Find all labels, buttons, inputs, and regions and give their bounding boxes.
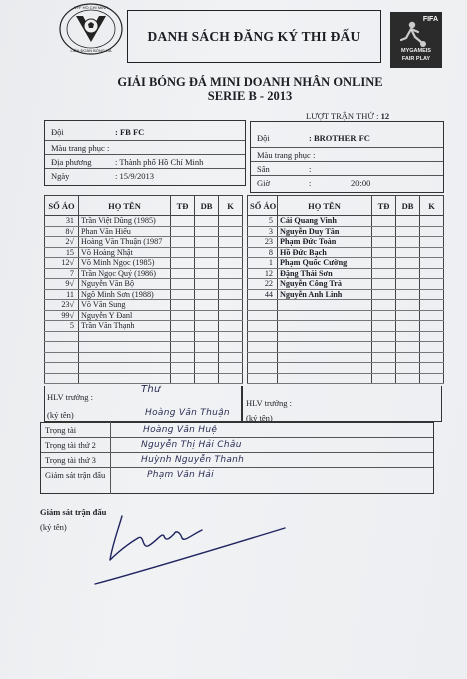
player-number-value: 2 <box>65 237 70 247</box>
col-td: TĐ <box>171 196 195 216</box>
cell-td <box>171 258 195 269</box>
cell-db <box>195 352 219 363</box>
player-number <box>248 289 278 300</box>
player-number-value: 1 <box>268 258 273 268</box>
cell-td <box>171 216 195 227</box>
check-mark: √ <box>69 237 74 247</box>
player-number <box>248 352 278 363</box>
team-a-date-label: Ngày <box>51 171 70 181</box>
team-a-locale: : Thành phố Hồ Chí Minh <box>115 157 204 167</box>
player-number <box>248 226 278 237</box>
player-number-value: 99 <box>61 310 70 320</box>
team-b-info <box>250 121 444 193</box>
cell-db <box>396 226 420 237</box>
player-name: Nguyễn Y Đanl <box>79 310 171 321</box>
coach-a-sign-label: (ký tên) <box>47 410 74 420</box>
player-number-value: 5 <box>268 216 273 226</box>
player-number-value: 3 <box>268 226 273 236</box>
player-number <box>248 363 278 374</box>
table-row <box>248 279 444 290</box>
player-name: Võ Văn Sung <box>79 300 171 311</box>
col-number: SỐ ÁO <box>45 196 79 216</box>
table-row <box>45 289 243 300</box>
cell-td <box>171 247 195 258</box>
team-b-uniform-label: Màu trang phục : <box>257 150 316 160</box>
player-name <box>79 373 171 384</box>
player-name <box>278 342 372 353</box>
cell-td <box>171 352 195 363</box>
cell-k <box>219 310 243 321</box>
cell-k <box>420 258 444 269</box>
referee-1-label: Trọng tài <box>41 423 111 438</box>
cell-db <box>396 331 420 342</box>
cell-db <box>195 258 219 269</box>
table-row <box>45 373 243 384</box>
player-number-value: 22 <box>264 279 273 289</box>
player-number-value: 12 <box>61 258 70 268</box>
team-b-label: Đội <box>257 133 270 143</box>
col-db: DB <box>195 196 219 216</box>
player-number-value: 8 <box>65 226 70 236</box>
team-b-venue-label: Sân <box>257 164 270 174</box>
cell-db <box>396 342 420 353</box>
cell-k <box>219 300 243 311</box>
team-b-time-colon: : <box>309 178 312 188</box>
cell-k <box>219 352 243 363</box>
table-row <box>248 289 444 300</box>
player-number <box>45 310 79 321</box>
player-number <box>45 289 79 300</box>
player-number-value: 23 <box>61 300 70 310</box>
cell-k <box>219 216 243 227</box>
player-number-value: 7 <box>69 268 74 278</box>
cell-db <box>195 363 219 374</box>
player-name: Phạm Quốc Cường <box>278 258 372 269</box>
player-name: Võ Hoàng Nhật <box>79 247 171 258</box>
cell-td <box>372 331 396 342</box>
table-row <box>45 342 243 353</box>
serie-name: SERIE B - 2013 <box>207 89 293 103</box>
page-title: DANH SÁCH ĐĂNG KÝ THI ĐẤU <box>127 10 381 63</box>
team-a-coach <box>44 386 242 422</box>
referee-divider <box>110 422 111 494</box>
cell-td <box>372 352 396 363</box>
cell-td <box>372 321 396 332</box>
table-row <box>45 226 243 237</box>
cell-db <box>396 373 420 384</box>
player-number-value: 12 <box>264 268 273 278</box>
cell-td <box>171 363 195 374</box>
cell-td <box>372 289 396 300</box>
player-number <box>248 310 278 321</box>
table-row <box>248 331 444 342</box>
referee-3-name: Huỳnh Nguyễn Thanh <box>141 455 245 465</box>
cell-db <box>195 216 219 227</box>
cell-k <box>420 237 444 248</box>
player-number <box>45 363 79 374</box>
round-label: LƯỢT TRẬN THỨ : <box>306 111 379 121</box>
player-name: Phan Văn Hiếu <box>79 226 171 237</box>
player-number <box>248 342 278 353</box>
cell-k <box>420 279 444 290</box>
player-name <box>278 352 372 363</box>
cell-td <box>372 300 396 311</box>
team-b-players-table <box>247 195 444 384</box>
player-number <box>45 321 79 332</box>
cell-td <box>171 300 195 311</box>
team-b-venue: : <box>309 164 312 174</box>
player-name: Đặng Thái Sơn <box>278 268 372 279</box>
table-row <box>248 226 444 237</box>
cell-td <box>372 226 396 237</box>
table-row <box>248 300 444 311</box>
cell-td <box>171 310 195 321</box>
cell-k <box>420 373 444 384</box>
cell-k <box>219 237 243 248</box>
cell-k <box>420 331 444 342</box>
cell-db <box>396 321 420 332</box>
player-name: Hoàng Văn Thuận (1987 <box>79 237 171 248</box>
cell-k <box>219 247 243 258</box>
cell-db <box>195 268 219 279</box>
player-number <box>45 247 79 258</box>
table-row <box>248 321 444 332</box>
cell-k <box>420 226 444 237</box>
check-mark: √ <box>69 258 74 268</box>
player-number <box>45 216 79 227</box>
player-number <box>248 331 278 342</box>
player-name: Trần Việt Dũng (1985) <box>79 216 171 227</box>
team-a-info <box>44 120 246 186</box>
player-number <box>248 247 278 258</box>
table-row <box>248 342 444 353</box>
player-name: Võ Minh Ngọc (1985) <box>79 258 171 269</box>
coach-a-signature-name: Hoàng Văn Thuận <box>145 408 230 418</box>
cell-db <box>195 247 219 258</box>
cell-k <box>420 342 444 353</box>
player-name: Hồ Đức Bạch <box>278 247 372 258</box>
coach-a-signature: Thư <box>141 384 161 395</box>
player-number <box>45 258 79 269</box>
cell-k <box>219 268 243 279</box>
logo-line-2: FAIR PLAY <box>401 56 431 62</box>
cell-db <box>195 279 219 290</box>
cell-k <box>420 310 444 321</box>
team-a-date: : 15/9/2013 <box>115 171 154 181</box>
cell-td <box>171 226 195 237</box>
table-row <box>248 373 444 384</box>
cell-db <box>396 289 420 300</box>
player-name: Trần Ngọc Quý (1986) <box>79 268 171 279</box>
table-row <box>248 258 444 269</box>
coach-a-label: HLV trưởng : <box>47 392 93 402</box>
player-name <box>79 331 171 342</box>
table-row <box>45 321 243 332</box>
fifa-text: FIFA <box>422 16 438 23</box>
player-number <box>45 300 79 311</box>
cell-k <box>219 258 243 269</box>
player-number <box>45 279 79 290</box>
supervisor-row-name: Phạm Văn Hải <box>147 470 214 480</box>
col-td: TĐ <box>372 196 396 216</box>
player-name: Nguyễn Anh Linh <box>278 289 372 300</box>
cell-td <box>372 268 396 279</box>
supervisor-label: Giám sát trận đấu <box>40 507 107 517</box>
cell-k <box>219 363 243 374</box>
cell-td <box>372 258 396 269</box>
player-number <box>248 300 278 311</box>
cell-db <box>396 310 420 321</box>
cell-db <box>195 321 219 332</box>
cell-td <box>171 268 195 279</box>
team-a-label: Đội <box>51 127 64 137</box>
cell-td <box>171 331 195 342</box>
logo-line-1: MYGAMEIS <box>401 48 431 54</box>
team-b-coach <box>242 386 442 422</box>
cell-db <box>195 310 219 321</box>
player-name: Nguyễn Văn Bộ <box>79 279 171 290</box>
round-value: 12 <box>380 111 390 121</box>
team-a-name: : FB FC <box>115 127 145 137</box>
supervisor-row-label: Giám sát trận đấu <box>45 470 106 480</box>
player-number <box>248 321 278 332</box>
player-name: Ngô Minh Sơn (1988) <box>79 289 171 300</box>
player-name: Cái Quang Vinh <box>278 216 372 227</box>
cell-db <box>396 247 420 258</box>
team-b-time-label: Giờ <box>257 178 270 188</box>
cell-td <box>171 321 195 332</box>
table-row <box>45 352 243 363</box>
player-number <box>248 373 278 384</box>
team-a-locale-label: Địa phương <box>51 157 92 167</box>
team-b-time: 20:00 <box>351 178 371 188</box>
cell-k <box>420 321 444 332</box>
cell-db <box>396 258 420 269</box>
player-name <box>278 373 372 384</box>
coach-b-sign-label: (ký tên) <box>246 413 273 423</box>
cell-k <box>420 289 444 300</box>
supervisor-sign-label: (ký tên) <box>40 522 67 532</box>
player-name <box>79 342 171 353</box>
svg-text:VFF HỒ CHÍ MINH: VFF HỒ CHÍ MINH <box>74 5 108 10</box>
table-row <box>45 310 243 321</box>
player-number-value: 9 <box>65 279 70 289</box>
player-name <box>278 363 372 374</box>
cell-td <box>372 342 396 353</box>
player-number-value: 11 <box>66 289 74 299</box>
player-name <box>278 310 372 321</box>
cell-k <box>219 289 243 300</box>
referee-1-name: Hoàng Văn Huệ <box>143 425 218 435</box>
table-row <box>248 363 444 374</box>
table-row <box>248 237 444 248</box>
referee-2-name: Nguyễn Thị Hải Châu <box>141 440 242 450</box>
player-number <box>45 237 79 248</box>
table-row <box>248 247 444 258</box>
cell-db <box>396 300 420 311</box>
cell-k <box>420 352 444 363</box>
table-row <box>45 237 243 248</box>
player-number <box>45 268 79 279</box>
cell-td <box>372 247 396 258</box>
referees-box <box>40 422 434 494</box>
col-name: HỌ TÊN <box>278 196 372 216</box>
player-number-value: 23 <box>264 237 273 247</box>
cell-k <box>219 373 243 384</box>
cell-k <box>420 363 444 374</box>
cell-db <box>195 331 219 342</box>
player-name <box>278 300 372 311</box>
player-name <box>278 321 372 332</box>
col-db: DB <box>396 196 420 216</box>
cell-db <box>396 237 420 248</box>
player-silhouette-icon <box>398 20 428 48</box>
cell-db <box>396 268 420 279</box>
cell-db <box>195 373 219 384</box>
col-name: HỌ TÊN <box>79 196 171 216</box>
table-row <box>45 279 243 290</box>
cell-td <box>372 237 396 248</box>
cell-db <box>396 363 420 374</box>
player-name: Phạm Đức Toàn <box>278 237 372 248</box>
cell-k <box>219 331 243 342</box>
table-row <box>45 331 243 342</box>
player-number-value: 44 <box>264 289 273 299</box>
coach-b-label: HLV trưởng : <box>246 398 292 408</box>
check-mark: √ <box>69 300 74 310</box>
player-number <box>45 352 79 363</box>
cell-td <box>171 373 195 384</box>
cell-k <box>420 216 444 227</box>
col-number: SỐ ÁO <box>248 196 278 216</box>
table-row <box>248 352 444 363</box>
check-mark: √ <box>69 310 74 320</box>
table-row <box>45 363 243 374</box>
cell-td <box>171 279 195 290</box>
cell-td <box>171 237 195 248</box>
fifa-fair-play-logo <box>390 12 442 68</box>
team-a-uniform-label: Màu trang phục : <box>51 143 110 153</box>
cell-k <box>420 300 444 311</box>
team-b-name: : BROTHER FC <box>309 133 370 143</box>
team-a-players-table <box>44 195 243 384</box>
player-number <box>248 268 278 279</box>
referee-3-label: Trọng tài thứ 3 <box>41 453 111 468</box>
player-name: Trần Văn Thạnh <box>79 321 171 332</box>
cell-db <box>195 342 219 353</box>
table-row <box>45 268 243 279</box>
cell-td <box>372 373 396 384</box>
table-row <box>45 216 243 227</box>
cell-td <box>372 216 396 227</box>
player-number <box>45 373 79 384</box>
svg-text:LIÊN ĐOÀN BÓNG ĐÁ: LIÊN ĐOÀN BÓNG ĐÁ <box>70 48 112 53</box>
col-k: K <box>219 196 243 216</box>
cell-db <box>195 289 219 300</box>
cell-db <box>195 226 219 237</box>
player-number <box>45 342 79 353</box>
player-number-value: 8 <box>268 247 273 257</box>
cell-k <box>420 268 444 279</box>
player-name <box>278 331 372 342</box>
cell-k <box>219 226 243 237</box>
player-name: Nguyễn Duy Tân <box>278 226 372 237</box>
tournament-name: GIẢI BÓNG ĐÁ MINI DOANH NHÂN ONLINE <box>117 75 383 89</box>
check-mark: √ <box>69 226 74 236</box>
round-number <box>306 111 389 121</box>
player-number <box>45 331 79 342</box>
cell-db <box>195 300 219 311</box>
player-number-value: 31 <box>65 216 74 226</box>
cell-k <box>420 247 444 258</box>
player-number <box>45 226 79 237</box>
table-row <box>45 300 243 311</box>
cell-td <box>171 342 195 353</box>
player-number <box>248 237 278 248</box>
cell-td <box>372 310 396 321</box>
player-number <box>248 258 278 269</box>
cell-td <box>372 363 396 374</box>
cell-td <box>372 279 396 290</box>
player-name: Nguyễn Công Trà <box>278 279 372 290</box>
player-name <box>79 363 171 374</box>
cell-k <box>219 321 243 332</box>
cell-k <box>219 279 243 290</box>
referee-2-label: Trọng tài thứ 2 <box>41 438 111 453</box>
table-row <box>45 247 243 258</box>
table-row <box>248 310 444 321</box>
table-row <box>45 258 243 269</box>
supervisor-signature <box>90 508 290 588</box>
cell-db <box>195 237 219 248</box>
player-number-value: 15 <box>65 247 74 257</box>
cell-db <box>396 352 420 363</box>
cell-k <box>219 342 243 353</box>
col-k: K <box>420 196 444 216</box>
cell-db <box>396 216 420 227</box>
player-number <box>248 279 278 290</box>
cell-db <box>396 279 420 290</box>
player-number-value: 5 <box>69 321 74 331</box>
player-number <box>248 216 278 227</box>
cell-td <box>171 289 195 300</box>
table-row <box>248 216 444 227</box>
table-row <box>248 268 444 279</box>
player-name <box>79 352 171 363</box>
check-mark: √ <box>69 279 74 289</box>
federation-logo <box>58 2 124 56</box>
